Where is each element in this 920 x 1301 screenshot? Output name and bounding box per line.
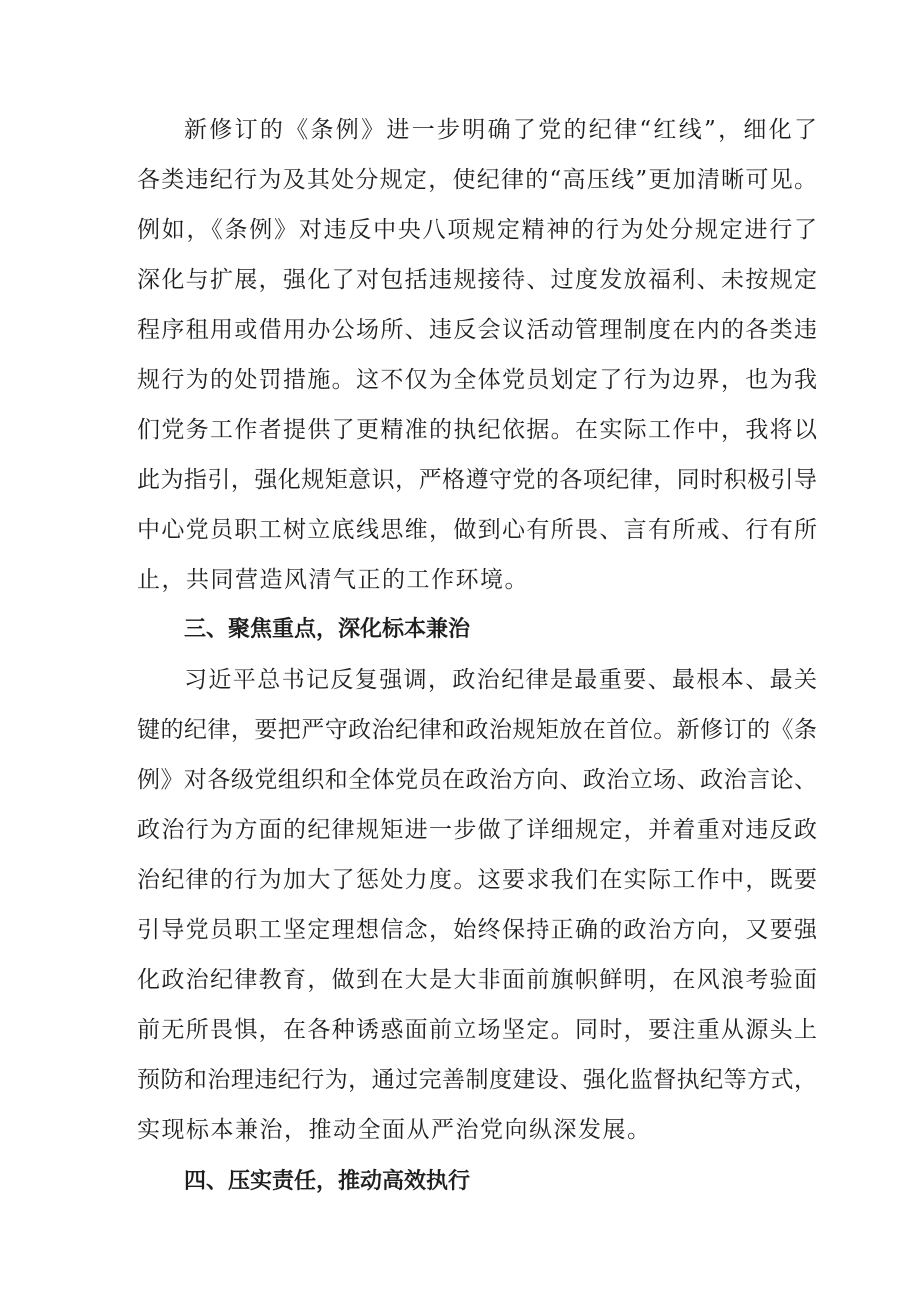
- paragraph-line: 引导党员职工坚定理想信念，始终保持正确的政治方向，又要强: [137, 917, 817, 943]
- paragraph-line: 化政治纪律教育，做到在大是大非面前旗帜鲜明，在风浪考验面: [137, 967, 817, 993]
- paragraph-line: 规行为的处罚措施。这不仅为全体党员划定了行为边界，也为我: [137, 367, 817, 393]
- paragraph-line: 们党务工作者提供了更精准的执纪依据。在实际工作中，我将以: [137, 417, 817, 443]
- paragraph-line: 程序租用或借用办公场所、违反会议活动管理制度在内的各类违: [137, 317, 817, 343]
- paragraph-line: 例》对各级党组织和全体党员在政治方向、政治立场、政治言论、: [137, 767, 817, 793]
- paragraph-line: 前无所畏惧，在各种诱惑面前立场坚定。同时，要注重从源头上: [137, 1017, 817, 1043]
- paragraph-line: 各类违纪行为及其处分规定，使纪律的“高压线”更加清晰可见。: [137, 167, 817, 193]
- paragraph-line: 政治行为方面的纪律规矩进一步做了详细规定，并着重对违反政: [137, 817, 817, 843]
- section-heading: 三、聚焦重点，深化标本兼治: [184, 617, 471, 642]
- paragraph-line: 键的纪律，要把严守政治纪律和政治规矩放在首位。新修订的《条: [137, 717, 817, 743]
- paragraph-line: 止，共同营造风清气正的工作环境。: [137, 567, 529, 593]
- paragraph-line: 习近平总书记反复强调，政治纪律是最重要、最根本、最关: [184, 667, 817, 693]
- paragraph-line: 此为指引，强化规矩意识，严格遵守党的各项纪律，同时积极引导: [137, 467, 817, 493]
- paragraph-line: 中心党员职工树立底线思维，做到心有所畏、言有所戒、行有所: [137, 517, 817, 543]
- paragraph-line: 新修订的《条例》进一步明确了党的纪律“红线”，细化了: [184, 117, 817, 143]
- section-heading: 四、压实责任，推动高效执行: [184, 1169, 471, 1194]
- paragraph-line: 预防和治理违纪行为，通过完善制度建设、强化监督执纪等方式，: [137, 1067, 817, 1093]
- paragraph-line: 治纪律的行为加大了惩处力度。这要求我们在实际工作中，既要: [137, 867, 817, 893]
- paragraph-line: 实现标本兼治，推动全面从严治党向纵深发展。: [137, 1117, 652, 1143]
- paragraph-line: 深化与扩展，强化了对包括违规接待、过度发放福利、未按规定: [137, 267, 817, 293]
- paragraph-line: 例如，《条例》对违反中央八项规定精神的行为处分规定进行了: [137, 217, 817, 243]
